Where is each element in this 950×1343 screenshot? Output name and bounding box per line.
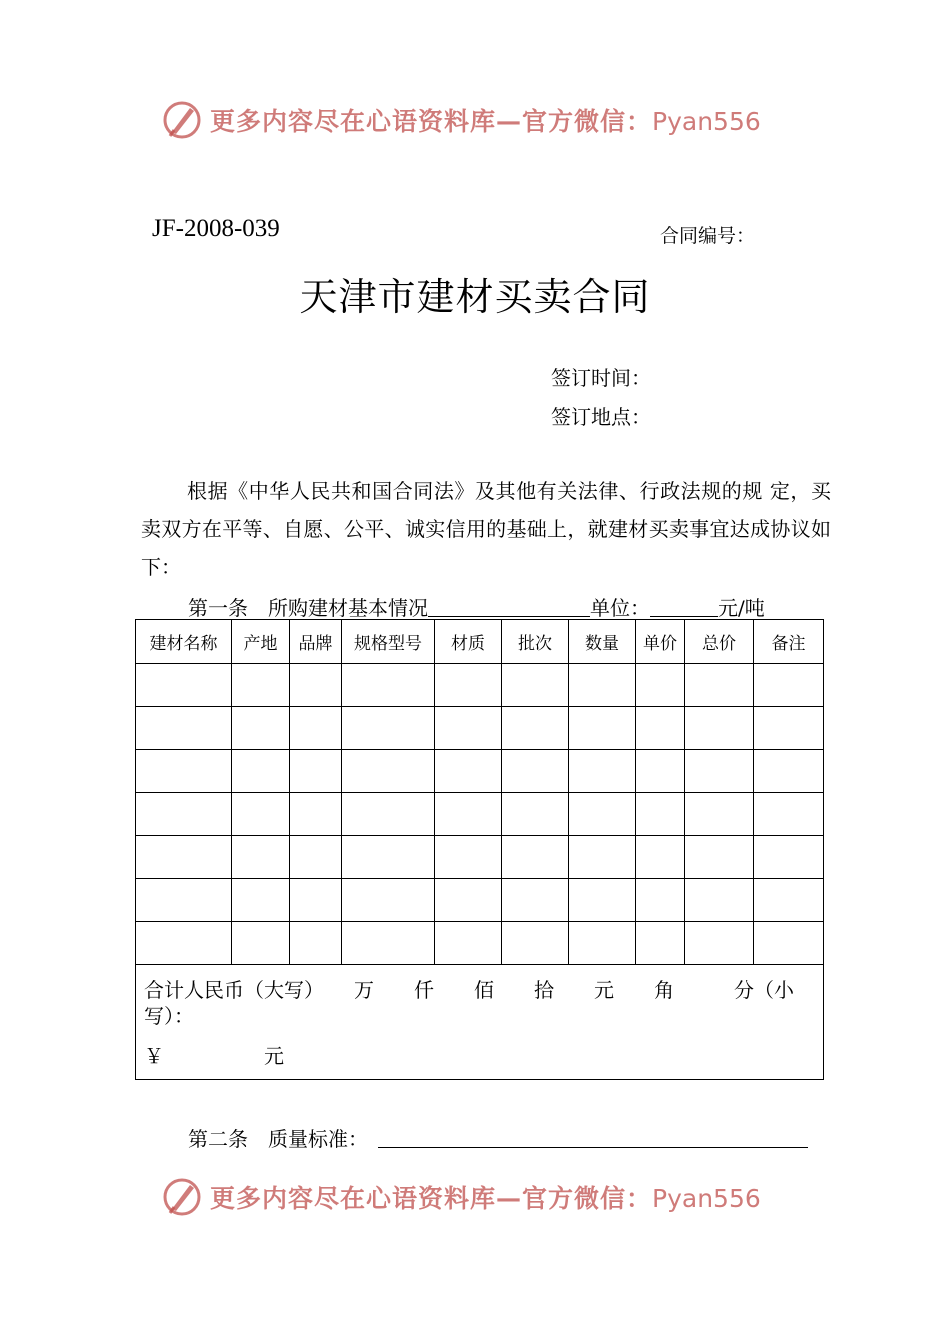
- table-cell[interactable]: [636, 707, 685, 750]
- table-cell[interactable]: [569, 922, 636, 965]
- table-cell[interactable]: [754, 664, 824, 707]
- watermark-bottom: [160, 1172, 800, 1222]
- table-cell[interactable]: [754, 750, 824, 793]
- table-cell[interactable]: [636, 750, 685, 793]
- table-cell[interactable]: [754, 922, 824, 965]
- table-cell[interactable]: [636, 922, 685, 965]
- table-cell[interactable]: [569, 793, 636, 836]
- watermark-top: [160, 95, 800, 145]
- table-cell[interactable]: [502, 750, 569, 793]
- table-cell[interactable]: [685, 793, 754, 836]
- table-row: [136, 836, 824, 879]
- table-cell[interactable]: [342, 836, 435, 879]
- total-line-1: 合计人民币（大写） 万 仟 佰 拾 元 角 分（小写）：: [144, 978, 794, 1028]
- table-cell[interactable]: [435, 922, 502, 965]
- document-code: JF-2008-039: [152, 215, 280, 242]
- table-cell[interactable]: [435, 793, 502, 836]
- table-cell[interactable]: [435, 879, 502, 922]
- table-cell[interactable]: [232, 793, 290, 836]
- table-cell[interactable]: [685, 836, 754, 879]
- table-cell[interactable]: [685, 879, 754, 922]
- table-cell[interactable]: [290, 836, 342, 879]
- article-2-line: [188, 1123, 808, 1152]
- sign-time-label: 签订时间：: [551, 366, 651, 390]
- table-cell[interactable]: [232, 707, 290, 750]
- table-cell[interactable]: [136, 707, 232, 750]
- table-cell[interactable]: [502, 836, 569, 879]
- article-2-label: 第二条 质量标准：: [188, 1127, 368, 1151]
- table-cell[interactable]: [342, 879, 435, 922]
- total-cell[interactable]: [136, 965, 824, 1080]
- col-header: 单价: [636, 620, 685, 664]
- table-cell[interactable]: [290, 707, 342, 750]
- table-cell[interactable]: [685, 750, 754, 793]
- table-cell[interactable]: [232, 879, 290, 922]
- table-cell[interactable]: [754, 793, 824, 836]
- table-cell[interactable]: [502, 707, 569, 750]
- page-title: 天津市建材买卖合同: [299, 275, 651, 319]
- unit-price-blank[interactable]: [650, 596, 718, 617]
- table-cell[interactable]: [232, 836, 290, 879]
- col-header: 总价: [685, 620, 754, 664]
- table-cell[interactable]: [435, 836, 502, 879]
- quality-standard-blank[interactable]: [378, 1127, 808, 1148]
- table-cell[interactable]: [342, 707, 435, 750]
- table-cell[interactable]: [342, 922, 435, 965]
- total-line-2: ￥ 元: [144, 1044, 284, 1068]
- table-cell[interactable]: [290, 922, 342, 965]
- watermark-text: 更多内容尽在心语资料库—官方微信：Pyan556: [210, 107, 761, 136]
- table-cell[interactable]: [342, 793, 435, 836]
- table-cell[interactable]: [569, 879, 636, 922]
- table-row: [136, 793, 824, 836]
- table-row: [136, 750, 824, 793]
- table-cell[interactable]: [685, 707, 754, 750]
- article-1-blank[interactable]: [428, 596, 590, 617]
- col-header: 批次: [502, 620, 569, 664]
- table-cell[interactable]: [685, 664, 754, 707]
- materials-table: [135, 619, 824, 1080]
- table-cell[interactable]: [342, 750, 435, 793]
- col-header: 规格型号: [342, 620, 435, 664]
- table-cell[interactable]: [569, 707, 636, 750]
- col-header: 材质: [435, 620, 502, 664]
- col-header: 品牌: [290, 620, 342, 664]
- quill-logo-icon: [160, 98, 204, 142]
- table-cell[interactable]: [502, 922, 569, 965]
- col-header: 产地: [232, 620, 290, 664]
- table-cell[interactable]: [290, 793, 342, 836]
- table-cell[interactable]: [136, 664, 232, 707]
- table-cell[interactable]: [636, 664, 685, 707]
- table-cell[interactable]: [290, 879, 342, 922]
- table-cell[interactable]: [435, 707, 502, 750]
- table-header-row: [136, 620, 824, 664]
- col-header: 建材名称: [136, 620, 232, 664]
- col-header: 备注: [754, 620, 824, 664]
- table-cell[interactable]: [136, 750, 232, 793]
- table-cell[interactable]: [290, 750, 342, 793]
- article-1-line: [188, 592, 765, 621]
- table-row: [136, 707, 824, 750]
- table-cell[interactable]: [754, 836, 824, 879]
- table-cell[interactable]: [232, 664, 290, 707]
- table-cell[interactable]: [435, 750, 502, 793]
- table-row: [136, 879, 824, 922]
- col-header: 数量: [569, 620, 636, 664]
- watermark-text: 更多内容尽在心语资料库—官方微信：Pyan556: [210, 1184, 761, 1213]
- table-cell[interactable]: [136, 836, 232, 879]
- table-cell[interactable]: [136, 879, 232, 922]
- table-cell[interactable]: [754, 879, 824, 922]
- table-cell[interactable]: [636, 879, 685, 922]
- table-cell[interactable]: [232, 922, 290, 965]
- table-row: [136, 664, 824, 707]
- unit-label: 单位：: [590, 596, 650, 620]
- table-cell[interactable]: [754, 707, 824, 750]
- table-cell[interactable]: [136, 922, 232, 965]
- table-total-row: [136, 965, 824, 1080]
- sign-place-label: 签订地点：: [551, 405, 651, 429]
- table-cell[interactable]: [136, 793, 232, 836]
- table-cell[interactable]: [435, 664, 502, 707]
- table-cell[interactable]: [569, 836, 636, 879]
- table-cell[interactable]: [636, 793, 685, 836]
- table-cell[interactable]: [636, 836, 685, 879]
- table-cell[interactable]: [502, 664, 569, 707]
- table-cell[interactable]: [685, 922, 754, 965]
- table-cell[interactable]: [290, 664, 342, 707]
- unit-suffix: 元/吨: [718, 596, 765, 620]
- article-1-label: 第一条 所购建材基本情况: [188, 596, 428, 620]
- quill-logo-icon: [160, 1175, 204, 1219]
- table-cell[interactable]: [232, 750, 290, 793]
- table-cell[interactable]: [569, 664, 636, 707]
- table-cell[interactable]: [502, 793, 569, 836]
- contract-number-label: 合同编号：: [660, 225, 756, 247]
- intro-paragraph: 根据《中华人民共和国合同法》及其他有关法律、行政法规的规 定，买卖双方在平等、自愿、公平、诚实信用的基础上，就建材买卖事宜达成协议如下：: [141, 479, 831, 579]
- table-cell[interactable]: [502, 879, 569, 922]
- table-cell[interactable]: [342, 664, 435, 707]
- table-cell[interactable]: [569, 750, 636, 793]
- table-row: [136, 922, 824, 965]
